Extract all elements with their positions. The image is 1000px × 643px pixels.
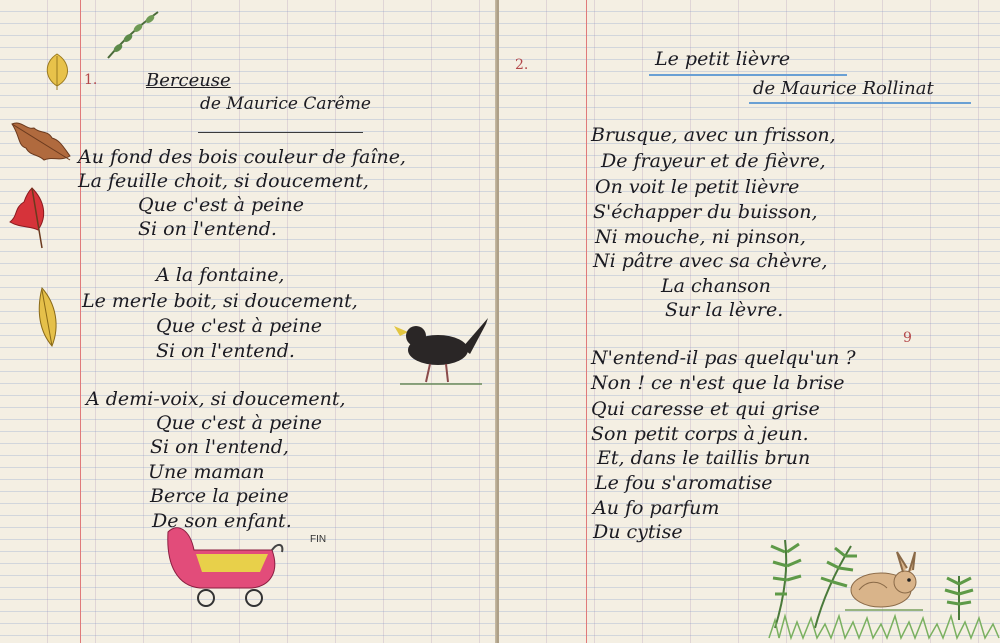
verse-line: Le merle boit, si doucement, (82, 290, 358, 312)
yellow-leaf-icon (40, 52, 74, 92)
verse-line: A la fontaine, (156, 264, 285, 286)
grass-drawing-icon (769, 610, 999, 640)
right-margin-line (586, 0, 587, 643)
title-rule (198, 132, 363, 133)
hare-drawing-icon (843, 550, 925, 616)
poem-author: de Maurice Rollinat (753, 78, 934, 99)
fin-label: FIN (310, 534, 327, 545)
verse-line: Que c'est à peine (156, 315, 322, 337)
verse-line: N'entend-il pas quelqu'un ? (591, 347, 856, 369)
right-page (499, 0, 1000, 643)
verse-line: La feuille choit, si doucement, (78, 170, 369, 192)
verse-line: Si on l'entend, (150, 436, 289, 458)
left-page (0, 0, 497, 643)
verse-line: Que c'est à peine (138, 194, 304, 216)
poem-title: Le petit lièvre (655, 48, 791, 70)
verse-line: Si on l'entend. (138, 218, 277, 240)
verse-line: Qui caresse et qui grise (591, 398, 820, 420)
poem-title: Berceuse (146, 70, 231, 91)
verse-line: Berce la peine (150, 485, 289, 507)
verse-line: Non ! ce n'est que la brise (591, 372, 845, 394)
verse-line: On voit le petit lièvre (595, 176, 800, 198)
verse-line: Brusque, avec un frisson, (591, 124, 836, 146)
verse-line: Son petit corps à jeun. (591, 423, 809, 445)
baby-pram-drawing-icon (160, 522, 286, 614)
author-underline (749, 102, 971, 104)
verse-line: Et, dans le taillis brun (597, 447, 811, 469)
sprig-icon (104, 8, 164, 60)
verse-line: Au fo parfum (593, 497, 720, 519)
left-page-number: 1. (84, 72, 98, 88)
verse-line: Ni pâtre avec sa chèvre, (593, 250, 828, 272)
verse-line: A demi-voix, si doucement, (86, 388, 346, 410)
left-margin-line (80, 0, 81, 643)
long-leaf-icon (34, 286, 62, 350)
verse-line: Du cytise (593, 521, 683, 543)
verse-line: Le fou s'aromatise (595, 472, 773, 494)
verse-line: S'échapper du buisson, (593, 201, 818, 223)
blackbird-drawing-icon (390, 310, 494, 392)
margin-mark: 9 (903, 330, 912, 346)
verse-line: Une maman (148, 461, 265, 483)
verse-line: De frayeur et de fièvre, (601, 150, 826, 172)
poem-author: de Maurice Carême (200, 94, 371, 114)
red-leaf-icon (4, 186, 52, 252)
verse-line: La chanson (661, 275, 771, 297)
verse-line: Au fond des bois couleur de faîne, (78, 146, 406, 168)
verse-line: Que c'est à peine (156, 412, 322, 434)
verse-line: Ni mouche, ni pinson, (595, 226, 806, 248)
oak-leaf-icon (8, 116, 74, 168)
title-underline (649, 74, 847, 76)
right-page-number: 2. (515, 57, 529, 73)
verse-line: Si on l'entend. (156, 340, 295, 362)
verse-line: Sur la lèvre. (665, 299, 784, 321)
verse-line: De son enfant. (152, 510, 292, 532)
